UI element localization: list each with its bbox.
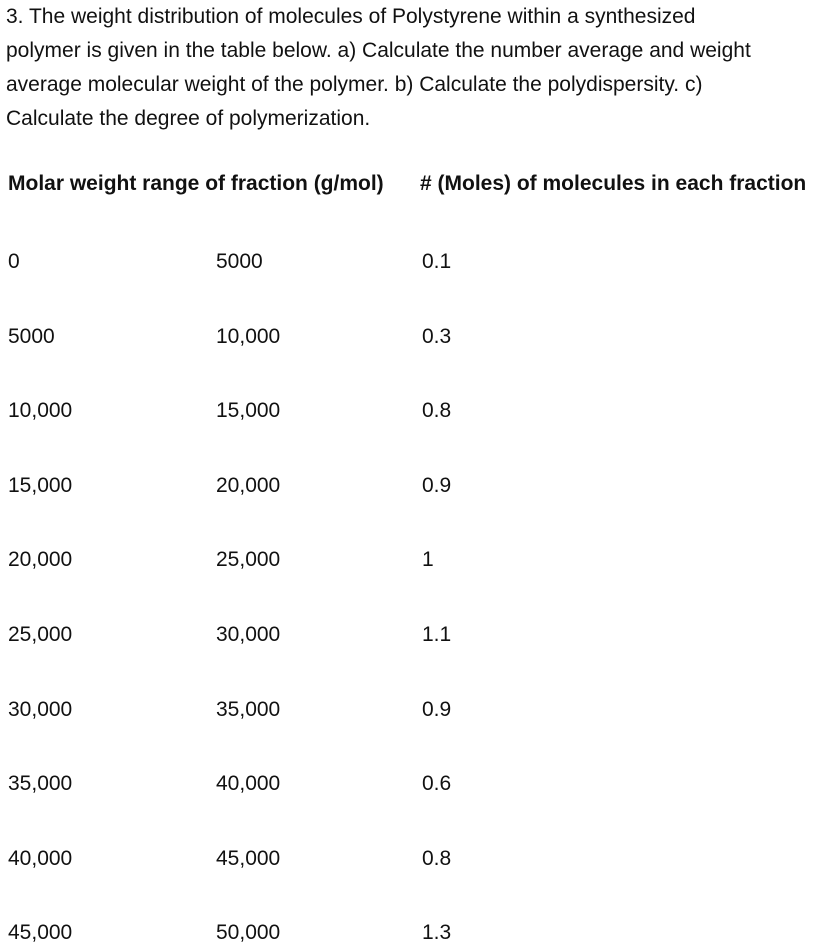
table-row <box>0 698 826 728</box>
range-end-cell: 45,000 <box>216 847 281 870</box>
range-end-cell: 15,000 <box>216 399 281 422</box>
table-row <box>0 548 826 578</box>
moles-cell: 1 <box>422 548 434 571</box>
table-row <box>0 325 826 355</box>
range-end-cell: 5000 <box>216 250 263 273</box>
range-start-cell: 0 <box>8 250 20 273</box>
range-start-cell: 40,000 <box>8 847 73 870</box>
range-start-cell: 20,000 <box>8 548 73 571</box>
table-row <box>0 399 826 429</box>
table-row <box>0 474 826 504</box>
table-row <box>0 623 826 653</box>
moles-cell: 0.9 <box>422 698 452 721</box>
range-end-cell: 25,000 <box>216 548 281 571</box>
problem-line: Calculate the degree of polymerization. <box>6 107 371 130</box>
moles-cell: 1.1 <box>422 623 452 646</box>
range-end-cell: 10,000 <box>216 325 281 348</box>
moles-cell: 0.3 <box>422 325 452 348</box>
range-start-cell: 45,000 <box>8 921 73 944</box>
range-start-cell: 10,000 <box>8 399 73 422</box>
range-end-cell: 30,000 <box>216 623 281 646</box>
range-start-cell: 30,000 <box>8 698 73 721</box>
range-end-cell: 20,000 <box>216 474 281 497</box>
problem-line: average molecular weight of the polymer. b) Calculate the polydispersity. c) <box>6 73 703 96</box>
table-row <box>0 772 826 802</box>
moles-cell: 0.9 <box>422 474 452 497</box>
problem-line: 3. The weight distribution of molecules of Polystyrene within a synthesized <box>6 5 696 28</box>
moles-cell: 0.8 <box>422 399 452 422</box>
table-row <box>0 847 826 877</box>
range-end-cell: 50,000 <box>216 921 281 944</box>
moles-cell: 1.3 <box>422 921 452 944</box>
moles-cell: 0.6 <box>422 772 452 795</box>
header-molar-weight-range: Molar weight range of fraction (g/mol) <box>8 172 384 195</box>
range-start-cell: 35,000 <box>8 772 73 795</box>
range-end-cell: 40,000 <box>216 772 281 795</box>
table-row <box>0 250 826 280</box>
range-end-cell: 35,000 <box>216 698 281 721</box>
header-moles-per-fraction: # (Moles) of molecules in each fraction <box>420 172 807 195</box>
table-row <box>0 921 826 951</box>
moles-cell: 0.1 <box>422 250 452 273</box>
range-start-cell: 15,000 <box>8 474 73 497</box>
range-start-cell: 5000 <box>8 325 55 348</box>
range-start-cell: 25,000 <box>8 623 73 646</box>
moles-cell: 0.8 <box>422 847 452 870</box>
problem-line: polymer is given in the table below. a) Calculate the number average and weight <box>6 39 751 62</box>
